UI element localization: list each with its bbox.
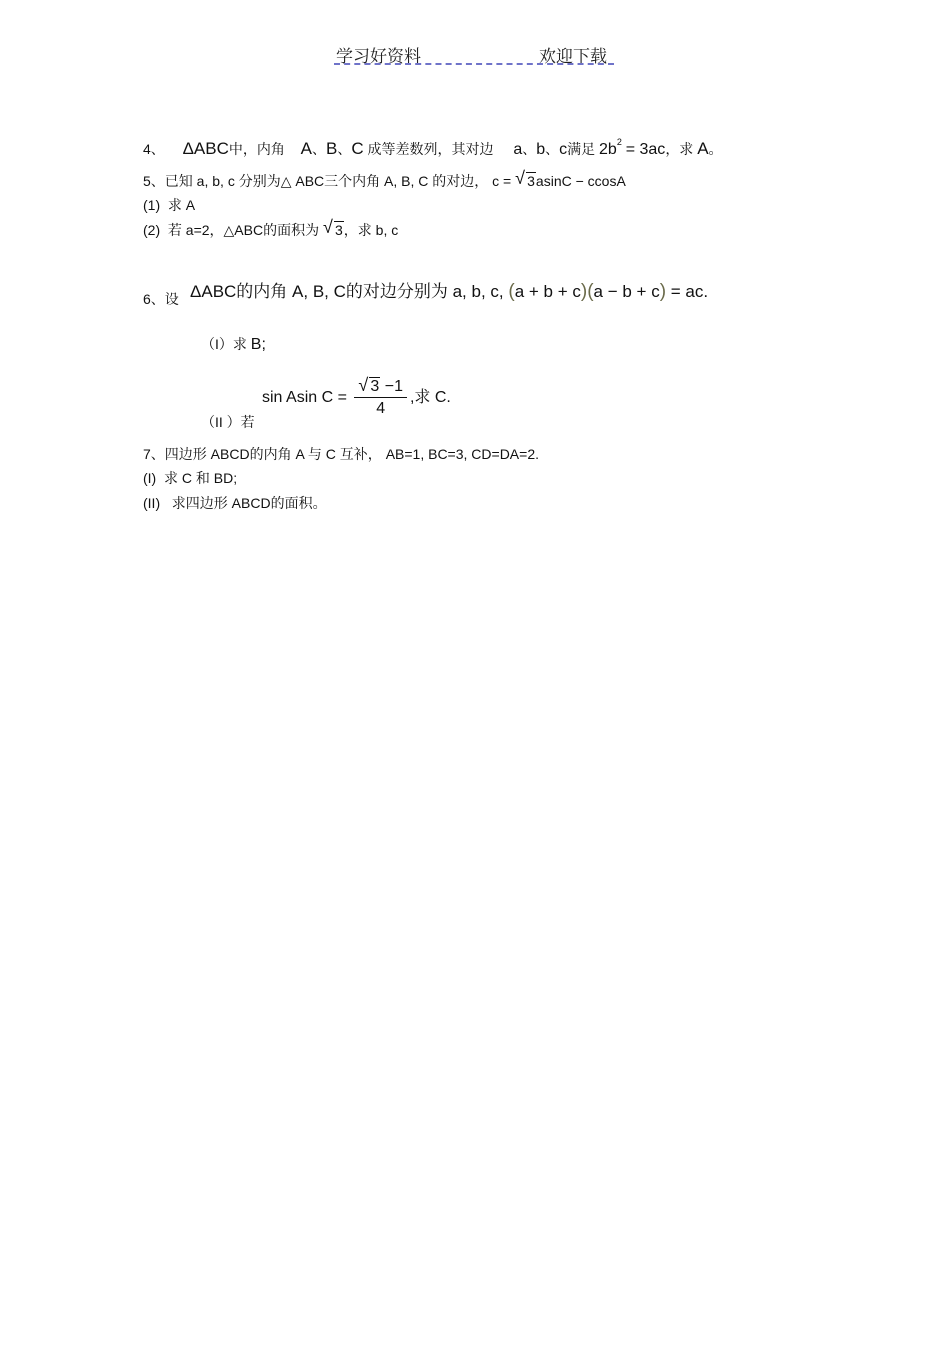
q6-part-2-label: （II ）若: [201, 414, 255, 430]
q4-side-b: b: [536, 141, 546, 158]
q4-exponent: 2: [616, 137, 622, 147]
q6-fraction-denominator: 4: [376, 400, 386, 417]
q6-equals: = ac.: [670, 282, 709, 301]
q4-end: 。: [708, 141, 723, 157]
q4-sep: 、: [545, 141, 560, 157]
q6-number: 6、设: [143, 291, 179, 307]
q6-part-1: [201, 335, 266, 354]
q7-part-1-text: 求 C 和 BD;: [164, 470, 238, 486]
q6-part-2-lhs: sin Asin C =: [262, 389, 347, 407]
q6-sqrt: [358, 375, 380, 396]
q6-paren: ): [659, 281, 667, 302]
q4-side-a: a: [513, 141, 523, 158]
q6-paren: )(: [580, 281, 594, 302]
q4-text-3: 满足: [567, 141, 596, 157]
radical-sign: √: [323, 217, 333, 237]
q4-side-c: c: [559, 141, 568, 158]
q4-text-4: ，求: [665, 141, 694, 157]
header-left: 学习好资料: [336, 47, 421, 67]
q5-radicand: 3: [527, 173, 535, 189]
question-5: [143, 168, 626, 190]
question-7: 7、四边形 ABCD的内角 A 与 C 互补， AB=1, BC=3, CD=DA=2.: [143, 446, 539, 462]
q4-angle-b: B: [326, 139, 338, 158]
radical-sign: √: [358, 375, 369, 395]
q6-part-1-label: （I）求: [201, 336, 247, 352]
question-6: [190, 277, 708, 303]
q7-part-1-label: (I): [143, 470, 157, 486]
q6-factor-1: a + b + c: [514, 282, 581, 301]
q5-part-1-label: (1): [143, 197, 161, 213]
q5-part-2: [143, 217, 399, 239]
header-right: 欢迎下载: [539, 47, 607, 67]
q4-sep: 、: [312, 141, 327, 157]
q7-part-2-text: 求四边形 ABCD的面积。: [171, 495, 327, 511]
q4-angle-a: A: [300, 139, 313, 158]
q5-part-2-text-2: ，求 b, c: [343, 222, 399, 238]
q7-part-1: [143, 469, 237, 487]
q4-sep: 、: [522, 141, 537, 157]
q6-part-1-text: B;: [250, 336, 266, 353]
q5-number: 5、: [143, 173, 165, 189]
q6-paren: (: [508, 281, 515, 302]
radical-sign: √: [515, 168, 526, 188]
q5-rest: asinC − ccosA: [535, 173, 626, 189]
q5-part-1-text: 求 A: [167, 197, 196, 213]
q5-part-2-sqrt: [323, 217, 344, 239]
q4-sep: 、: [337, 141, 352, 157]
q5-text: 已知 a, b, c 分别为△ ABC三个内角 A, B, C 的对边， c =: [164, 173, 512, 189]
q6-fraction-numerator: [354, 375, 407, 398]
q4-triangle: ΔABC: [182, 139, 229, 158]
q4-text-1: 中，内角: [228, 141, 285, 157]
q5-part-2-radicand: 3: [335, 222, 343, 238]
q7-part-2: [143, 494, 327, 512]
header-dashed-rule: [334, 63, 614, 65]
q6-numerator-rest: −1: [380, 378, 403, 395]
q6-factor-2: a − b + c: [593, 282, 660, 301]
q5-part-2-text-1: 若 a=2，△ABC的面积为: [167, 222, 320, 238]
q7-part-2-label: (II): [143, 495, 161, 511]
q4-eq-lhs: 2b: [599, 141, 617, 158]
q4-ask: A: [697, 139, 709, 158]
q4-angle-c: C: [351, 139, 364, 158]
q6-radicand: 3: [370, 378, 380, 395]
q6-part-2-formula: [262, 375, 451, 418]
q6-fraction: [354, 375, 407, 418]
q4-number: 4、: [143, 141, 165, 157]
q5-sqrt: [515, 168, 536, 190]
q4-eq-rhs: = 3ac: [625, 141, 666, 158]
q5-part-2-label: (2): [143, 222, 161, 238]
q6-part-2-tail: ,求 C.: [409, 389, 451, 407]
q5-part-1: [143, 196, 195, 214]
question-4: [143, 133, 723, 159]
q4-text-2: 成等差数列，其对边: [367, 141, 494, 157]
q6-statement: ΔABC的内角 A, B, C的对边分别为 a, b, c,: [190, 282, 504, 301]
